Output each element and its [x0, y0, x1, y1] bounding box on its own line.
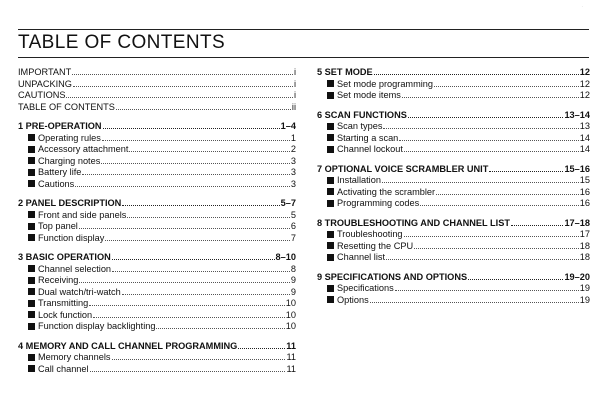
toc-page-number: 19–20 — [564, 271, 590, 282]
toc-label: Front and side panels — [38, 209, 127, 220]
toc-label: 6 SCAN FUNCTIONS — [317, 109, 407, 120]
square-bullet-icon — [28, 277, 35, 284]
toc-item[interactable] — [317, 294, 590, 306]
dot-leader — [101, 155, 290, 164]
square-bullet-icon — [28, 265, 35, 272]
toc-label: Set mode items — [337, 90, 401, 100]
dot-leader — [489, 163, 563, 172]
dot-leader — [156, 320, 284, 329]
toc-item[interactable] — [18, 274, 296, 286]
dot-leader — [75, 178, 290, 187]
toc-left-column — [18, 66, 296, 374]
dot-leader — [72, 66, 293, 75]
toc-label: Channel list — [337, 252, 386, 262]
toc-page-number: 13 — [579, 121, 590, 131]
toc-page-number: 15–16 — [564, 163, 590, 174]
toc-page-number: 3 — [290, 178, 296, 189]
square-bullet-icon — [28, 311, 35, 318]
square-bullet-icon — [28, 323, 35, 330]
toc-page-number: 18 — [579, 240, 590, 251]
toc-section-heading[interactable] — [18, 251, 296, 263]
toc-label: Call channel — [38, 363, 89, 374]
toc-label: Troubleshooting — [337, 229, 403, 239]
square-bullet-icon — [28, 300, 35, 307]
toc-item[interactable] — [317, 228, 590, 240]
dot-leader — [89, 297, 285, 306]
square-bullet-icon — [327, 242, 334, 249]
dot-leader — [93, 309, 285, 318]
toc-label: Lock function — [38, 309, 93, 320]
toc-page-number: 1–4 — [280, 121, 296, 131]
toc-page-number: ii — [291, 101, 296, 112]
toc-label: Installation — [337, 175, 381, 185]
toc-item[interactable] — [317, 89, 590, 101]
square-bullet-icon — [28, 223, 35, 230]
toc-label: 7 OPTIONAL VOICE SCRAMBLER UNIT — [317, 163, 489, 174]
toc-page-number: 1 — [290, 132, 296, 143]
square-bullet-icon — [28, 234, 35, 241]
toc-label: Cautions — [38, 178, 75, 189]
section-gap — [317, 263, 590, 271]
toc-page-number: 18 — [579, 252, 590, 262]
dot-leader — [386, 251, 579, 260]
toc-item[interactable] — [317, 240, 590, 252]
toc-label: 1 PRE-OPERATION — [18, 121, 102, 131]
dot-leader — [468, 271, 563, 280]
dot-leader — [436, 186, 579, 195]
toc-page-number: 17–18 — [564, 217, 590, 228]
toc-page-number: 12 — [579, 90, 590, 100]
toc-item[interactable] — [18, 297, 296, 309]
square-bullet-icon — [28, 134, 35, 141]
toc-label: Activating the scrambler — [337, 186, 436, 197]
toc-page-number: 2 — [290, 144, 296, 154]
dot-leader — [112, 263, 290, 272]
toc-page-number: 5 — [290, 209, 296, 220]
toc-label: 9 SPECIFICATIONS AND OPTIONS — [317, 271, 468, 282]
toc-section-heading[interactable] — [18, 120, 296, 132]
toc-item[interactable] — [18, 178, 296, 190]
toc-item[interactable] — [18, 155, 296, 167]
toc-item[interactable] — [317, 78, 590, 90]
toc-label: Channel selection — [38, 263, 112, 274]
toc-page-number: 9 — [290, 286, 296, 297]
dot-leader — [434, 78, 579, 87]
toc-page-number: 16 — [579, 186, 590, 197]
dot-leader — [116, 101, 291, 110]
square-bullet-icon — [28, 157, 35, 164]
square-bullet-icon — [327, 177, 334, 184]
toc-item[interactable] — [317, 251, 590, 263]
toc-page-number: 3 — [290, 167, 296, 177]
dot-leader — [511, 217, 563, 226]
square-bullet-icon — [327, 200, 334, 207]
square-bullet-icon — [28, 288, 35, 295]
toc-page-number: 10 — [285, 309, 296, 320]
dot-leader — [238, 340, 285, 349]
toc-label: Memory channels — [38, 352, 111, 362]
toc-item[interactable] — [18, 232, 296, 244]
dot-leader — [103, 120, 280, 129]
dot-leader — [420, 197, 579, 206]
section-gap — [317, 155, 590, 163]
toc-label: UNPACKING — [18, 78, 72, 89]
toc-page-number: 19 — [579, 294, 590, 305]
toc-page-number: 11 — [286, 340, 296, 351]
square-bullet-icon — [327, 123, 334, 130]
toc-section-heading[interactable] — [18, 197, 296, 209]
toc-section-heading[interactable] — [317, 271, 590, 283]
toc-item[interactable] — [18, 166, 296, 178]
toc-item[interactable] — [18, 220, 296, 232]
toc-label: Function display backlighting — [38, 321, 156, 331]
dot-leader — [73, 78, 293, 87]
toc-item[interactable] — [18, 286, 296, 298]
dot-leader — [90, 363, 286, 372]
toc-page-number: 13–14 — [564, 109, 590, 120]
square-bullet-icon — [327, 285, 334, 292]
toc-label: Transmitting — [38, 298, 89, 308]
square-bullet-icon — [28, 169, 35, 176]
toc-page-number: 14 — [579, 132, 590, 143]
section-gap — [18, 189, 296, 197]
toc-label: Function display — [38, 232, 105, 243]
toc-section-heading[interactable] — [317, 66, 590, 78]
square-bullet-icon — [28, 146, 35, 153]
toc-label: Options — [337, 294, 369, 305]
toc-item[interactable] — [18, 309, 296, 321]
toc-item[interactable] — [18, 263, 296, 275]
toc-item[interactable] — [18, 209, 296, 221]
square-bullet-icon — [28, 365, 35, 372]
toc-label: Resetting the CPU — [337, 240, 414, 251]
toc-item[interactable] — [18, 143, 296, 155]
toc-entry[interactable] — [18, 101, 296, 113]
toc-label: Receiving — [38, 275, 79, 285]
dot-leader — [105, 232, 289, 241]
toc-item[interactable] — [317, 174, 590, 186]
toc-page-number: 9 — [290, 275, 296, 285]
square-bullet-icon — [327, 146, 334, 153]
dot-leader — [414, 240, 579, 249]
toc-label: Accessory attachment — [38, 144, 129, 154]
toc-section-heading[interactable] — [317, 217, 590, 229]
dot-leader — [79, 220, 290, 229]
toc-page-number: 14 — [579, 144, 590, 154]
dot-leader — [122, 286, 290, 295]
toc-page-number: 11 — [286, 352, 296, 362]
dot-leader — [395, 282, 579, 291]
toc-page-number: 3 — [290, 155, 296, 166]
square-bullet-icon — [327, 134, 334, 141]
toc-label: 8 TROUBLESHOOTING AND CHANNEL LIST — [317, 217, 510, 228]
dot-leader — [79, 274, 290, 283]
square-bullet-icon — [327, 231, 334, 238]
dot-leader — [112, 351, 286, 360]
toc-label: 2 PANEL DESCRIPTION — [18, 198, 122, 208]
toc-label: TABLE OF CONTENTS — [18, 101, 115, 112]
toc-label: 4 MEMORY AND CALL CHANNEL PROGRAMMING — [18, 340, 238, 351]
toc-entry[interactable] — [18, 66, 296, 78]
toc-page-number: 8 — [290, 263, 296, 274]
toc-item[interactable] — [18, 132, 296, 144]
dot-leader — [127, 209, 290, 218]
toc-label: CAUTIONS — [18, 90, 66, 100]
toc-item[interactable] — [317, 120, 590, 132]
square-bullet-icon — [28, 354, 35, 361]
toc-label: 3 BASIC OPERATION — [18, 252, 111, 262]
toc-page-number: i — [293, 90, 296, 100]
toc-page-number: 12 — [579, 67, 590, 77]
toc-page-number: 15 — [579, 175, 590, 185]
toc-item[interactable] — [18, 320, 296, 332]
dot-leader — [382, 174, 579, 183]
dot-leader — [383, 120, 578, 129]
section-gap — [18, 243, 296, 251]
toc-label: IMPORTANT — [18, 67, 72, 77]
toc-label: Battery life — [38, 167, 82, 177]
square-bullet-icon — [28, 180, 35, 187]
toc-label: Channel lockout — [337, 144, 403, 154]
toc-label: Scan types — [337, 121, 383, 131]
toc-item[interactable] — [18, 351, 296, 363]
toc-item[interactable] — [18, 363, 296, 375]
toc-item[interactable] — [317, 132, 590, 144]
dot-leader — [112, 251, 275, 260]
toc-item[interactable] — [317, 143, 590, 155]
toc-right-column — [317, 66, 590, 305]
dot-leader — [129, 143, 289, 152]
section-gap — [18, 332, 296, 340]
toc-section-heading[interactable] — [18, 340, 296, 352]
dot-leader — [399, 132, 578, 141]
title-band — [18, 29, 589, 58]
dot-leader — [122, 197, 279, 206]
toc-label: Dual watch/tri-watch — [38, 286, 121, 297]
toc-page-number: i — [293, 67, 296, 77]
toc-label: Set mode programming — [337, 78, 434, 89]
toc-section-heading[interactable] — [317, 163, 590, 175]
square-bullet-icon — [327, 80, 334, 87]
toc-page-number: 5–7 — [280, 198, 296, 208]
toc-item[interactable] — [317, 197, 590, 209]
page-title: TABLE OF CONTENTS — [18, 32, 226, 53]
toc-page-number: 19 — [579, 283, 590, 293]
toc-label: Charging notes — [38, 155, 101, 166]
dot-leader — [404, 228, 579, 237]
section-gap — [317, 101, 590, 109]
toc-page-number: 6 — [290, 221, 296, 231]
toc-page-number: 7 — [290, 232, 296, 243]
toc-page-number: 10 — [285, 321, 296, 331]
toc-item[interactable] — [317, 186, 590, 198]
corner-mark: · — [581, 4, 583, 10]
toc-page-number: 12 — [579, 78, 590, 89]
toc-entry[interactable] — [18, 89, 296, 101]
dot-leader — [374, 66, 579, 75]
dot-leader — [82, 166, 289, 175]
toc-label: Starting a scan — [337, 132, 399, 143]
toc-label: Programming codes — [337, 198, 420, 208]
dot-leader — [402, 89, 579, 98]
toc-label: Operating rules — [38, 132, 101, 143]
square-bullet-icon — [28, 211, 35, 218]
square-bullet-icon — [327, 92, 334, 99]
dot-leader — [408, 109, 564, 118]
toc-label: Specifications — [337, 283, 394, 293]
toc-label: 5 SET MODE — [317, 67, 373, 77]
toc-page-number: i — [293, 78, 296, 89]
toc-page-number: 16 — [579, 198, 590, 208]
toc-page-number: 17 — [579, 229, 590, 239]
section-gap — [317, 209, 590, 217]
toc-page-number: 11 — [286, 363, 296, 374]
dot-leader — [102, 132, 290, 141]
dot-leader — [404, 143, 579, 152]
toc-label: Top panel — [38, 221, 78, 231]
section-gap — [18, 112, 296, 120]
toc-page-number: 8–10 — [275, 252, 296, 262]
toc-page-number: 10 — [285, 298, 296, 308]
square-bullet-icon — [327, 296, 334, 303]
toc-section-heading[interactable] — [317, 109, 590, 121]
dot-leader — [66, 89, 292, 98]
square-bullet-icon — [327, 188, 334, 195]
dot-leader — [370, 294, 579, 303]
square-bullet-icon — [327, 254, 334, 261]
toc-entry[interactable] — [18, 78, 296, 90]
toc-item[interactable] — [317, 282, 590, 294]
